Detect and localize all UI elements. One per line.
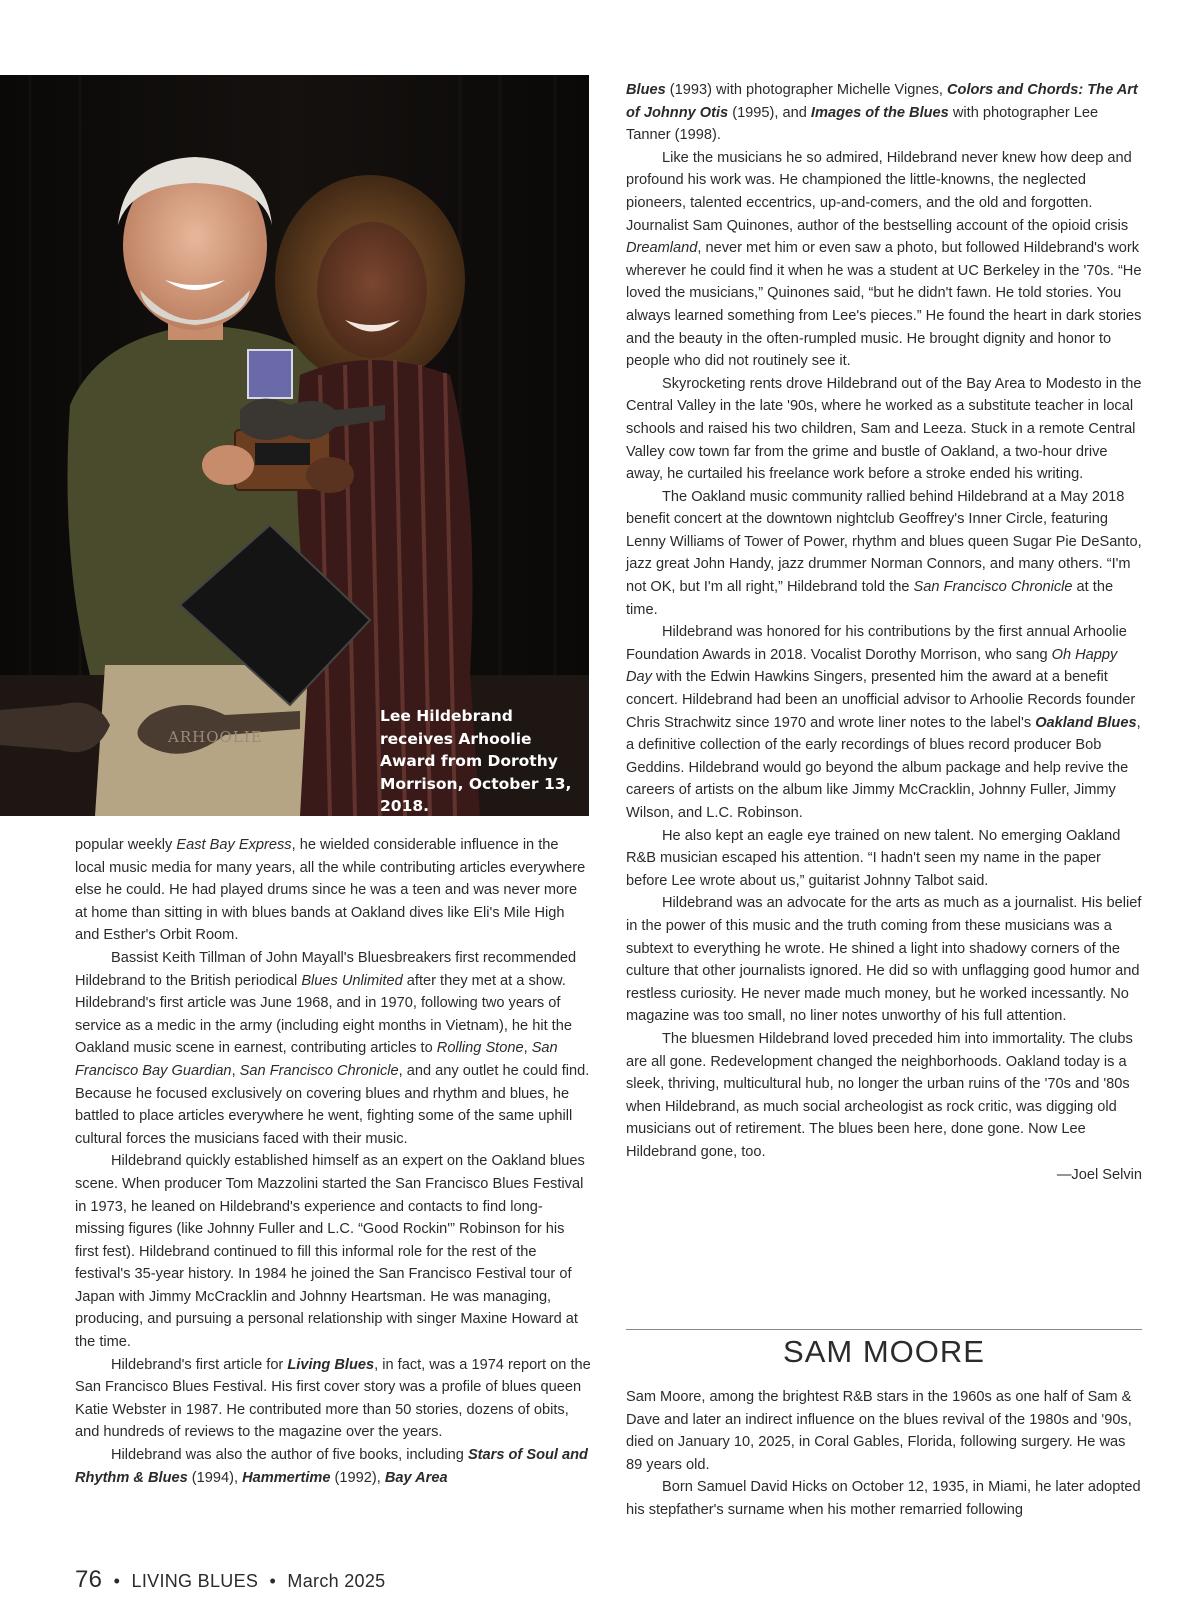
paragraph: Hildebrand's first article for Living Blues, in fact, was a 1974 report on the San Francisco Blues Festival. His first cover story was a profile of blues queen Katie Webster in 1987. He contributed more than 50 stories, dozens of obits, and hundreds of reviews to the magazine over the years. — [75, 1356, 591, 1441]
paragraph: The Oakland music community rallied behind Hildebrand at a May 2018 benefit concert at the downtown nightclub Geoffrey's Inner Circle, featuring Lenny Williams of Tower of Power, rhythm and blues queen Sugar Pie DeSanto, jazz great John Handy, jazz drummer Norman Connors, and many others. “I'm not OK, but I'm all right,” Hildebrand told the San Francisco Chronicle at the time. — [626, 488, 1142, 618]
sam-moore-column — [626, 1386, 1142, 1522]
paragraph: Skyrocketing rents drove Hildebrand out of the Bay Area to Modesto in the Central Valley in the late '90s, where he worked as a substitute teacher in local schools and raised his two children, Sam and Leeza. Stuck in a remote Central Valley cow town far from the grime and bustle of Oakland, a two-hour drive away, he curtailed his freelance work before a stroke ended his writing. — [626, 375, 1142, 483]
paragraph: Hildebrand was also the author of five books, including Stars of Soul and Rhythm & Blues (1994), Hammertime (1992), Bay Area — [75, 1447, 588, 1486]
paragraph: He also kept an eagle eye trained on new talent. No emerging Oakland R&B musician escaped his attention. “I hadn't seen my name in the paper before Lee wrote about us,” guitarist Johnny Talbot said. — [626, 827, 1121, 889]
left-column — [75, 834, 591, 1489]
page-footer — [75, 1566, 385, 1594]
magazine-name: LIVING BLUES — [131, 1571, 259, 1591]
section-divider — [626, 1329, 1142, 1330]
paragraph: Sam Moore, among the brightest R&B stars in the 1960s as one half of Sam & Dave and later an indirect influence on the blues revival of the 1980s and '90s, died on January 10, 2025, in Coral Gables, Florida, following surgery. He was 89 years old. — [626, 1389, 1132, 1473]
photo-caption: Lee Hildebrand receives Arhoolie Award from Dorothy Morrison, October 13, 2018. — [380, 707, 572, 815]
page-number: 76 — [75, 1566, 103, 1593]
section-title: SAM MOORE — [783, 1334, 985, 1369]
right-column — [626, 79, 1142, 1186]
paragraph: Blues (1993) with photographer Michelle Vignes, Colors and Chords: The Art of Johnny Otis (1995), and Images of the Blues with photographer Lee Tanner (1998). — [626, 82, 1138, 144]
paragraph: The bluesmen Hildebrand loved preceded him into immortality. The clubs are all gone. Redevelopment changed the neighborhoods. Oakland today is a sleek, thriving, multicultural hub, no longer the urban ruins of the '70s and '80s when Hildebrand, as much social archeologist as rock critic, was digging old musicians out of retirement. The blues been here, done gone. Now Lee Hildebrand gone, too. — [626, 1030, 1133, 1160]
paragraph: Hildebrand was an advocate for the arts as much as a journalist. His belief in the power of this music and the truth coming from these musicians was a subtext to everything he wrote. He shined a light into shadowy corners of the culture that other journalists ignored. He did so with unflagging good humor and restless curiosity. He never made much money, but he worked incessantly. No magazine was too small, no liner notes unworthy of his full attention. — [626, 895, 1142, 1025]
award-inscription: ARHOOLIE — [168, 728, 263, 746]
footer-bullet: • — [269, 1571, 277, 1591]
paragraph: popular weekly East Bay Express, he wielded considerable influence in the local music media for many years, all the while contributing articles everywhere else he could. He had played drums since he was a teen and was never more at home than sitting in with blues bands at Oakland dives like Eli's Mile High and Esther's Orbit Room. — [75, 837, 586, 944]
paragraph: Hildebrand quickly established himself as an expert on the Oakland blues scene. When producer Tom Mazzolini started the San Francisco Blues Festival in 1973, he leaned on Hildebrand's experience and contacts to find long-missing figures (like Johnny Fuller and L.C. “Good Rockin'” Robinson for his first fest). Hildebrand continued to fill this informal role for the rest of the festival's 35-year history. In 1984 he joined the San Francisco Festival tour of Japan with Jimmy McCracklin and Johnny Heartsman. He was managing, producing, and pursuing a personal relationship with singer Maxine Howard at the time. — [75, 1153, 585, 1351]
paragraph: Hildebrand was honored for his contributions by the first annual Arhoolie Foundation Awards in 2018. Vocalist Dorothy Morrison, who sang Oh Happy Day with the Edwin Hawkins Singers, presented him the award at a benefit concert. Hildebrand had been an unofficial advisor to Arhoolie Records founder Chris Strachwitz since 1970 and wrote liner notes to the label's Oakland Blues, a definitive collection of the early recordings of blues record producer Bob Geddins. Hildebrand would go beyond the album package and help revive the careers of artists on the album like Jimmy McCracklin, Johnny Fuller, Jimmy Wilson, and L.C. Robinson. — [626, 624, 1141, 821]
byline: —Joel Selvin — [1056, 1166, 1142, 1183]
issue-date: March 2025 — [287, 1571, 386, 1591]
paragraph: Like the musicians he so admired, Hildebrand never knew how deep and profound his work was. He championed the little-knowns, the neglected pioneers, talented eccentrics, up-and-comers, and the old and forgotten. Journalist Sam Quinones, author of the bestselling account of the opioid crisis Dreamland, never met him or even saw a photo, but followed Hildebrand's work wherever he could find it when he was a student at UC Berkeley in the '70s. “He loved the musicians,” Quinones said, “but he didn't fawn. He told stories. You always learned something from Lee's pieces.” He found the heart in dark stories and the beauty in the often-rumpled music. He brought dignity and honor to people who did not routinely see it. — [626, 149, 1142, 370]
paragraph: Born Samuel David Hicks on October 12, 1935, in Miami, he later adopted his stepfather's surname when his mother remarried following — [626, 1479, 1141, 1518]
paragraph: Bassist Keith Tillman of John Mayall's Bluesbreakers first recommended Hildebrand to the British periodical Blues Unlimited after they met at a show. Hildebrand's first article was June 1968, and in 1970, following two years of service as a medic in the army (including eight months in Vietnam), he hit the Oakland music scene in earnest, contributing articles to Rolling Stone, San Francisco Bay Guardian, San Francisco Chronicle, and any outlet he could find. Because he focused exclusively on covering blues and rhythm and blues, he battled to place articles everywhere he went, fighting some of the same uphill cultural forces the musicians faced with their music. — [75, 949, 590, 1147]
footer-bullet: • — [113, 1571, 121, 1591]
